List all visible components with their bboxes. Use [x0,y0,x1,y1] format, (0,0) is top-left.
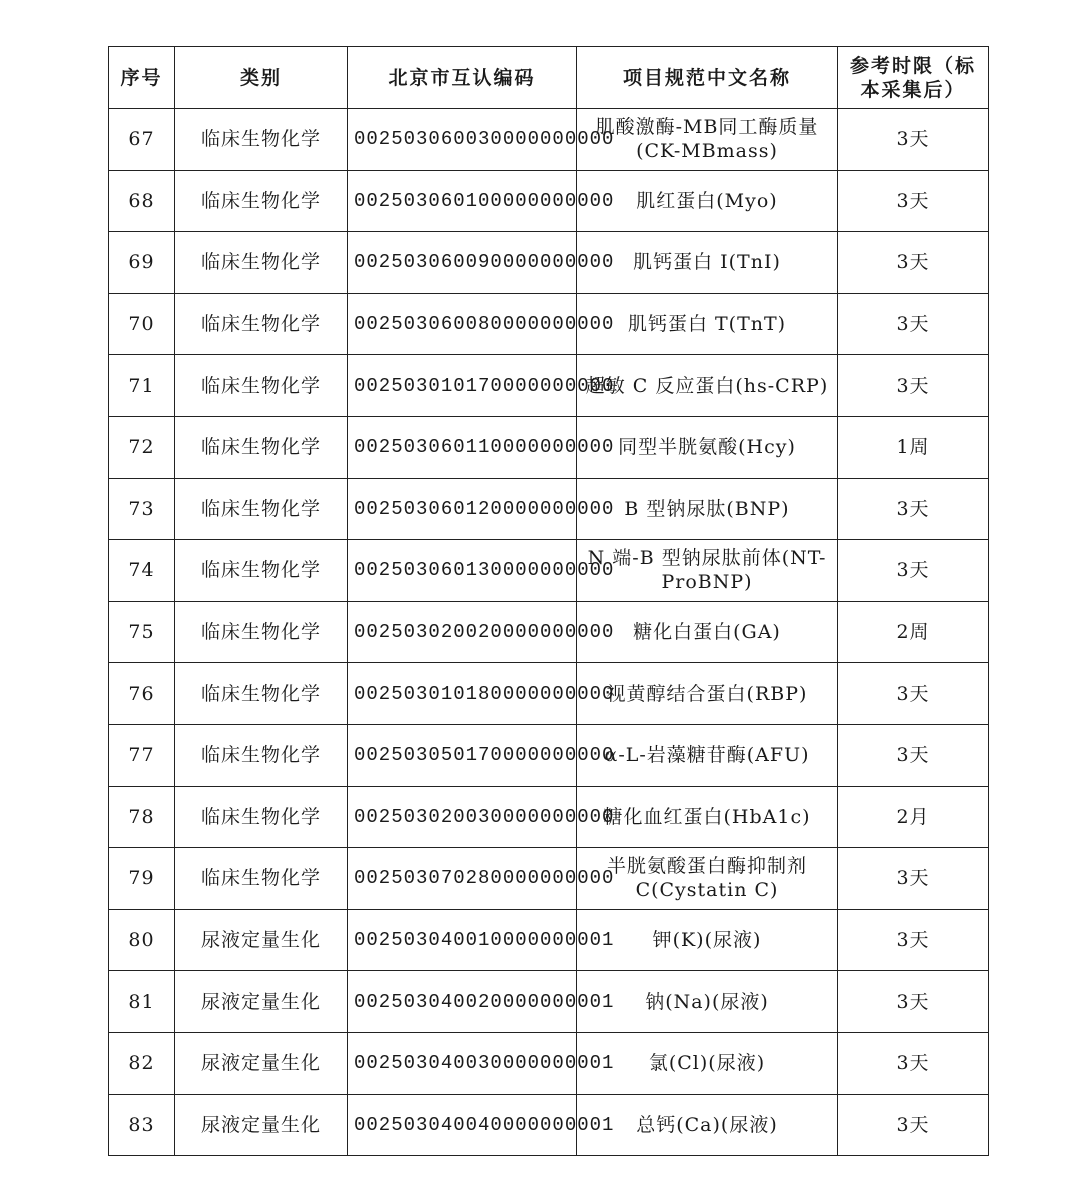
cell-seq: 72 [109,416,175,478]
cell-limit: 3天 [838,724,989,786]
cell-category: 尿液定量生化 [175,1032,348,1094]
cell-code: 002503060110000000000 [348,416,577,478]
cell-seq: 83 [109,1094,175,1156]
cell-category: 临床生物化学 [175,848,348,910]
cell-category: 临床生物化学 [175,355,348,417]
cell-seq: 81 [109,971,175,1033]
cell-limit: 3天 [838,971,989,1033]
cell-code: 002503040020000000001 [348,971,577,1033]
cell-code: 002503070280000000000 [348,848,577,910]
header-name: 项目规范中文名称 [577,47,838,109]
cell-name: N 端-B 型钠尿肽前体(NT-ProBNP) [577,540,838,602]
cell-category: 临床生物化学 [175,663,348,725]
cell-code: 002503010180000000000 [348,663,577,725]
cell-name: 总钙(Ca)(尿液) [577,1094,838,1156]
header-category: 类别 [175,47,348,109]
cell-limit: 3天 [838,109,989,171]
header-limit: 参考时限（标本采集后） [838,47,989,109]
cell-name: 半胱氨酸蛋白酶抑制剂C(Cystatin C) [577,848,838,910]
cell-category: 尿液定量生化 [175,971,348,1033]
cell-limit: 3天 [838,848,989,910]
cell-limit: 2月 [838,786,989,848]
cell-seq: 74 [109,540,175,602]
cell-name: 肌酸激酶-MB同工酶质量(CK-MBmass) [577,109,838,171]
table-row [109,786,989,848]
header-seq: 序号 [109,47,175,109]
cell-name: 氯(Cl)(尿液) [577,1032,838,1094]
cell-seq: 75 [109,601,175,663]
table-row [109,601,989,663]
cell-code: 002503060120000000000 [348,478,577,540]
cell-name: 钠(Na)(尿液) [577,971,838,1033]
cell-category: 临床生物化学 [175,293,348,355]
table-row [109,971,989,1033]
cell-name: 肌钙蛋白 I(TnI) [577,232,838,294]
cell-code: 002503040030000000001 [348,1032,577,1094]
cell-category: 临床生物化学 [175,416,348,478]
cell-seq: 79 [109,848,175,910]
cell-limit: 3天 [838,540,989,602]
table-body [109,109,989,1156]
table-row [109,909,989,971]
cell-seq: 82 [109,1032,175,1094]
cell-name: B 型钠尿肽(BNP) [577,478,838,540]
cell-name: 视黄醇结合蛋白(RBP) [577,663,838,725]
cell-name: 同型半胱氨酸(Hcy) [577,416,838,478]
cell-category: 临床生物化学 [175,601,348,663]
header-code: 北京市互认编码 [348,47,577,109]
cell-seq: 78 [109,786,175,848]
cell-code: 002503060080000000000 [348,293,577,355]
table-row [109,1094,989,1156]
cell-limit: 3天 [838,232,989,294]
cell-code: 002503020030000000000 [348,786,577,848]
cell-category: 临床生物化学 [175,540,348,602]
cell-limit: 3天 [838,293,989,355]
cell-limit: 3天 [838,909,989,971]
cell-name: α-L-岩藻糖苷酶(AFU) [577,724,838,786]
table-row [109,293,989,355]
table-row [109,1032,989,1094]
cell-code: 002503060030000000000 [348,109,577,171]
table-row [109,540,989,602]
cell-category: 尿液定量生化 [175,909,348,971]
table-row [109,663,989,725]
table-row [109,724,989,786]
table-header [109,47,989,109]
cell-category: 临床生物化学 [175,170,348,232]
cell-category: 临床生物化学 [175,786,348,848]
table-row [109,232,989,294]
cell-seq: 73 [109,478,175,540]
cell-seq: 67 [109,109,175,171]
cell-seq: 70 [109,293,175,355]
cell-code: 002503040040000000001 [348,1094,577,1156]
cell-code: 002503060130000000000 [348,540,577,602]
cell-code: 002503060090000000000 [348,232,577,294]
cell-limit: 3天 [838,478,989,540]
cell-category: 临床生物化学 [175,478,348,540]
cell-limit: 3天 [838,355,989,417]
cell-category: 尿液定量生化 [175,1094,348,1156]
cell-name: 糖化血红蛋白(HbA1c) [577,786,838,848]
cell-limit: 3天 [838,1094,989,1156]
cell-code: 002503040010000000001 [348,909,577,971]
cell-code: 002503050170000000000 [348,724,577,786]
table-row [109,170,989,232]
header-row [109,47,989,109]
cell-code: 002503060100000000000 [348,170,577,232]
cell-limit: 3天 [838,170,989,232]
cell-name: 钾(K)(尿液) [577,909,838,971]
cell-seq: 69 [109,232,175,294]
cell-seq: 76 [109,663,175,725]
cell-category: 临床生物化学 [175,724,348,786]
table-row [109,416,989,478]
table-row [109,478,989,540]
cell-name: 超敏 C 反应蛋白(hs-CRP) [577,355,838,417]
cell-name: 肌红蛋白(Myo) [577,170,838,232]
cell-limit: 2周 [838,601,989,663]
cell-category: 临床生物化学 [175,109,348,171]
cell-category: 临床生物化学 [175,232,348,294]
table-row [109,109,989,171]
cell-name: 糖化白蛋白(GA) [577,601,838,663]
cell-code: 002503010170000000000 [348,355,577,417]
cell-code: 002503020020000000000 [348,601,577,663]
cell-seq: 77 [109,724,175,786]
cell-limit: 3天 [838,1032,989,1094]
cell-limit: 3天 [838,663,989,725]
cell-seq: 80 [109,909,175,971]
cell-limit: 1周 [838,416,989,478]
table-row [109,355,989,417]
cell-seq: 71 [109,355,175,417]
cell-seq: 68 [109,170,175,232]
table-row [109,848,989,910]
cell-name: 肌钙蛋白 T(TnT) [577,293,838,355]
test-items-table [108,46,989,1156]
